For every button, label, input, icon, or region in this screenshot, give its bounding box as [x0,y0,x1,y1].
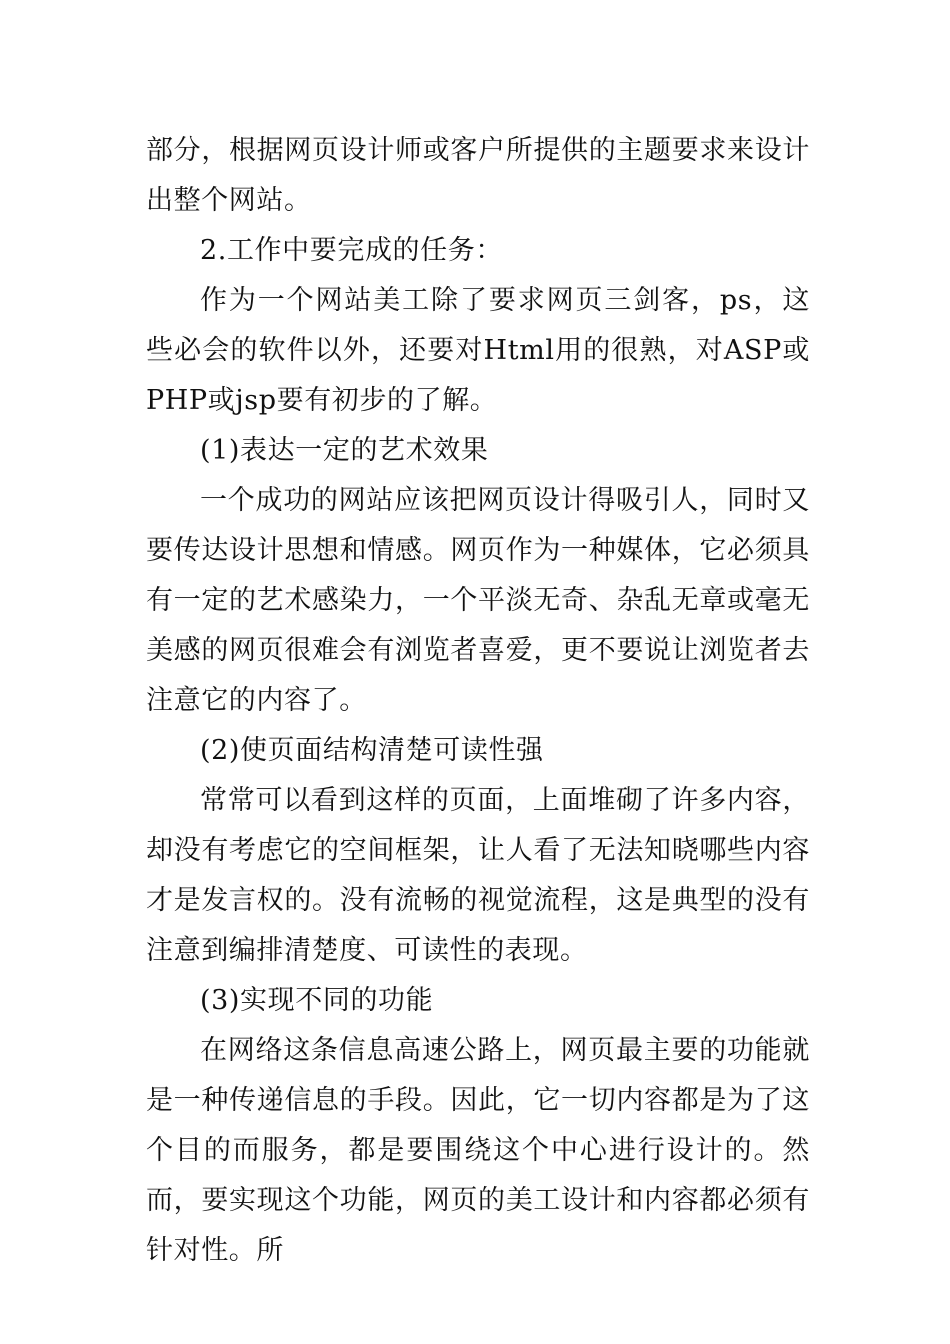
paragraph-structure: 常常可以看到这样的页面，上面堆砌了许多内容，却没有考虑它的空间框架，让人看了无法知晓哪些内容才是发言权的。没有流畅的视觉流程，这是典型的没有注意到编排清楚度、可读性的表现。 [146,785,810,966]
subheading-structure: (2)使页面结构清楚可读性强 [200,735,544,766]
paragraph-skills: 作为一个网站美工除了要求网页三剑客，ps，这些必会的软件以外，还要对Html用的很熟，对ASP或PHP或jsp要有初步的了解。 [146,285,810,416]
paragraph-continuation: 部分，根据网页设计师或客户所提供的主题要求来设计出整个网站。 [146,135,810,216]
subheading-art-effect: (1)表达一定的艺术效果 [200,435,489,466]
paragraph-functions: 在网络这条信息高速公路上，网页最主要的功能就是一种传递信息的手段。因此，它一切内容都是为了这个目的而服务，都是要围绕这个中心进行设计的。然而，要实现这个功能，网页的美工设计和内容都必须有针对性。所 [146,1035,810,1266]
subheading-functions: (3)实现不同的功能 [200,985,434,1016]
paragraph-art-effect: 一个成功的网站应该把网页设计得吸引人，同时又要传达设计思想和情感。网页作为一种媒体，它必须具有一定的艺术感染力，一个平淡无奇、杂乱无章或毫无美感的网页很难会有浏览者喜爱，更不要说让浏览者去注意它的内容了。 [146,485,810,716]
section-heading-tasks: 2.工作中要完成的任务： [200,235,503,266]
document-body [146,126,810,1276]
